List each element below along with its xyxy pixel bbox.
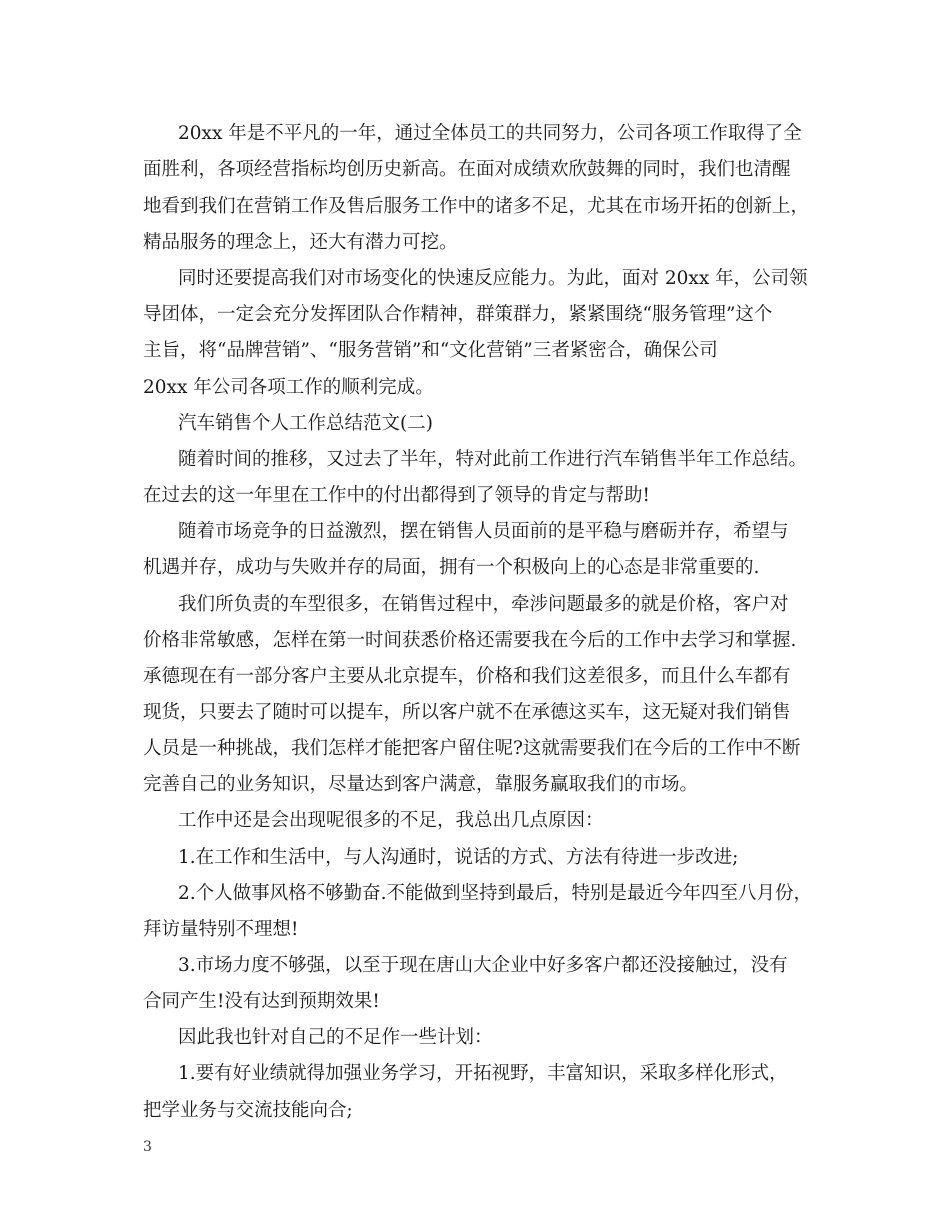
text-line: 完善自己的业务知识，尽量达到客户满意，靠服务赢取我们的市场。 bbox=[143, 774, 699, 795]
text-line: 在过去的这一年里在工作中的付出都得到了领导的肯定与帮助! bbox=[143, 485, 650, 506]
text-line: 工作中还是会出现呢很多的不足，我总出几点原因： bbox=[178, 810, 604, 831]
text-line: 随着时间的推移，又过去了半年，特对此前工作进行汽车销售半年工作总结。 bbox=[178, 449, 808, 470]
text-line: 人员是一种挑战，我们怎样才能把客户留住呢?这就需要我们在今后的工作中不断 bbox=[143, 738, 801, 759]
text-line: 地看到我们在营销工作及售后服务工作中的诸多不足，尤其在市场开拓的创新上， bbox=[143, 196, 810, 217]
list-item: 3.市场力度不够强，以至于现在唐山大企业中好多客户都还没接触过，没有 bbox=[178, 955, 788, 976]
text-line: 现货，只要去了随时可以提车，所以客户就不在承德这买车，这无疑对我们销售 bbox=[143, 702, 791, 723]
text-line: 精品服务的理念上，还大有潜力可挖。 bbox=[143, 232, 458, 253]
text-line: 合同产生!没有达到预期效果! bbox=[143, 991, 380, 1012]
text-line: 面胜利，各项经营指标均创历史新高。在面对成绩欢欣鼓舞的同时，我们也清醒 bbox=[143, 159, 791, 180]
text-line: 20xx 年公司各项工作的顺利完成。 bbox=[143, 377, 434, 398]
text-line: 同时还要提高我们对市场变化的快速反应能力。为此，面对 20xx 年，公司领 bbox=[178, 268, 808, 289]
list-item: 1.在工作和生活中，与人沟通时，说话的方式、方法有待进一步改进; bbox=[178, 847, 739, 868]
text-line: 机遇并存，成功与失败并存的局面，拥有一个积极向上的心态是非常重要的. bbox=[143, 557, 760, 578]
text-line: 拜访量特别不理想! bbox=[143, 919, 299, 940]
list-item: 1.要有好业绩就得加强业务学习，开拓视野，丰富知识，采取多样化形式， bbox=[178, 1063, 788, 1084]
text-line: 承德现在有一部分客户主要从北京提车，价格和我们这差很多，而且什么车都有 bbox=[143, 666, 791, 687]
text-line: 20xx 年是不平凡的一年，通过全体员工的共同努力，公司各项工作取得了全 bbox=[178, 123, 802, 144]
page-number: 3 bbox=[143, 1139, 152, 1155]
text-line: 导团体，一定会充分发挥团队合作精神，群策群力，紧紧围绕“服务管理”这个 bbox=[143, 304, 773, 325]
text-line: 我们所负责的车型很多，在销售过程中，牵涉问题最多的就是价格，客户对 bbox=[178, 594, 789, 615]
section-heading: 汽车销售个人工作总结范文(二) bbox=[178, 413, 433, 434]
text-line: 因此我也针对自己的不足作一些计划： bbox=[178, 1027, 493, 1048]
text-line: 把学业务与交流技能向合; bbox=[143, 1100, 353, 1121]
text-line: 主旨，将“品牌营销”、“服务营销”和“文化营销”三者紧密合，确保公司 bbox=[143, 340, 718, 361]
text-line: 随着市场竞争的日益激烈，摆在销售人员面前的是平稳与磨砺并存，希望与 bbox=[178, 521, 789, 542]
list-item: 2.个人做事风格不够勤奋.不能做到坚持到最后，特别是最近今年四至八月份， bbox=[178, 883, 813, 904]
text-line: 价格非常敏感，怎样在第一时间获悉价格还需要我在今后的工作中去学习和掌握. bbox=[143, 630, 797, 651]
